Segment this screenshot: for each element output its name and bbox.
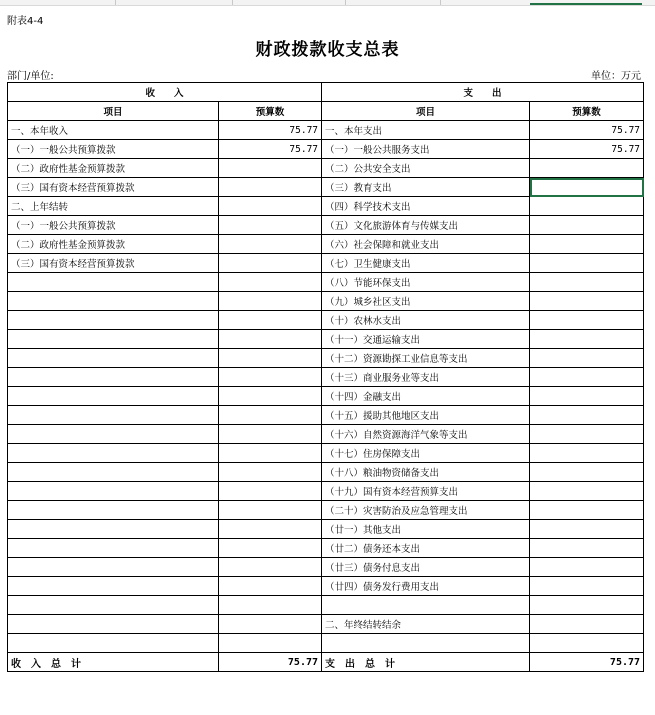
income-item-cell[interactable]: 二、上年结转: [8, 197, 219, 216]
table-row: [8, 330, 644, 349]
expense-item-cell[interactable]: （廿二）债务还本支出: [322, 539, 530, 558]
income-value-cell[interactable]: [219, 482, 322, 501]
income-value-cell[interactable]: [219, 634, 322, 653]
income-value-cell[interactable]: [219, 368, 322, 387]
expense-item-cell[interactable]: （十四）金融支出: [322, 387, 530, 406]
income-value-cell[interactable]: [219, 349, 322, 368]
table-row: [8, 501, 644, 520]
expense-value-cell[interactable]: [530, 425, 644, 444]
income-value-cell[interactable]: [219, 292, 322, 311]
income-item-cell[interactable]: [8, 349, 219, 368]
expense-item-cell[interactable]: （十五）援助其他地区支出: [322, 406, 530, 425]
income-item-cell[interactable]: [8, 292, 219, 311]
expense-header[interactable]: 支 出: [322, 83, 644, 102]
table-row: [8, 235, 644, 254]
income-value-cell[interactable]: [219, 615, 322, 634]
income-total-label[interactable]: 收 入 总 计: [8, 653, 219, 672]
table-row: [8, 368, 644, 387]
expense-item-cell[interactable]: （十七）住房保障支出: [322, 444, 530, 463]
income-item-cell[interactable]: [8, 425, 219, 444]
table-row: [8, 634, 644, 653]
table-row: [8, 482, 644, 501]
expense-item-cell[interactable]: 一、本年支出: [322, 121, 530, 140]
income-item-cell[interactable]: [8, 558, 219, 577]
expense-value-cell[interactable]: [530, 482, 644, 501]
expense-value-cell[interactable]: [530, 615, 644, 634]
income-item-cell[interactable]: [8, 596, 219, 615]
expense-col-budget[interactable]: 预算数: [530, 102, 644, 121]
table-row: [8, 178, 644, 197]
income-value-cell[interactable]: [219, 159, 322, 178]
income-value-cell[interactable]: [219, 311, 322, 330]
income-item-cell[interactable]: （二）政府性基金预算拨款: [8, 159, 219, 178]
income-value-cell[interactable]: 75.77: [219, 121, 322, 140]
income-item-cell[interactable]: [8, 463, 219, 482]
expense-value-cell[interactable]: [530, 558, 644, 577]
expense-item-cell[interactable]: （三）教育支出: [322, 178, 530, 197]
table-row: [8, 558, 644, 577]
table-row: [8, 292, 644, 311]
income-item-cell[interactable]: [8, 615, 219, 634]
expense-value-cell[interactable]: [530, 159, 644, 178]
expense-value-cell[interactable]: [530, 444, 644, 463]
expense-value-cell[interactable]: [530, 634, 644, 653]
expense-item-cell[interactable]: （九）城乡社区支出: [322, 292, 530, 311]
income-value-cell[interactable]: [219, 463, 322, 482]
budget-table: [7, 82, 644, 672]
income-value-cell[interactable]: [219, 501, 322, 520]
income-value-cell[interactable]: [219, 235, 322, 254]
expense-value-cell[interactable]: [530, 577, 644, 596]
expense-item-cell[interactable]: （十六）自然资源海洋气象等支出: [322, 425, 530, 444]
expense-value-cell[interactable]: [530, 463, 644, 482]
expense-total-label[interactable]: 支 出 总 计: [322, 653, 530, 672]
income-value-cell[interactable]: [219, 520, 322, 539]
income-item-cell[interactable]: [8, 444, 219, 463]
expense-total-value[interactable]: 75.77: [530, 653, 644, 672]
expense-item-cell[interactable]: （七）卫生健康支出: [322, 254, 530, 273]
expense-item-cell[interactable]: [322, 634, 530, 653]
income-item-cell[interactable]: 一、本年收入: [8, 121, 219, 140]
table-row: [8, 425, 644, 444]
income-value-cell[interactable]: 75.77: [219, 140, 322, 159]
expense-item-cell[interactable]: （五）文化旅游体育与传媒支出: [322, 216, 530, 235]
income-value-cell[interactable]: [219, 254, 322, 273]
table-row: [8, 216, 644, 235]
expense-value-cell[interactable]: [530, 254, 644, 273]
expense-col-item[interactable]: 项目: [322, 102, 530, 121]
income-item-cell[interactable]: [8, 634, 219, 653]
income-value-cell[interactable]: [219, 425, 322, 444]
income-value-cell[interactable]: [219, 178, 322, 197]
expense-value-cell[interactable]: [530, 273, 644, 292]
active-sheet-tab[interactable]: [530, 0, 642, 5]
appendix-note: 附表4-4: [7, 16, 44, 27]
table-row: [8, 596, 644, 615]
table-row: [8, 311, 644, 330]
expense-item-cell[interactable]: （二十）灾害防治及应急管理支出: [322, 501, 530, 520]
table-row: [8, 463, 644, 482]
income-item-cell[interactable]: [8, 368, 219, 387]
income-item-cell[interactable]: [8, 520, 219, 539]
expense-value-cell[interactable]: [530, 197, 644, 216]
expense-value-cell[interactable]: [530, 501, 644, 520]
total-row: [8, 653, 644, 672]
table-row: [8, 140, 644, 159]
expense-value-cell[interactable]: [530, 406, 644, 425]
table-row: [8, 273, 644, 292]
income-item-cell[interactable]: （一）一般公共预算拨款: [8, 216, 219, 235]
expense-item-cell[interactable]: （八）节能环保支出: [322, 273, 530, 292]
expense-value-cell[interactable]: 75.77: [530, 121, 644, 140]
income-value-cell[interactable]: [219, 596, 322, 615]
expense-value-cell[interactable]: [530, 216, 644, 235]
tab-divider: [232, 0, 233, 5]
expense-item-cell[interactable]: （廿四）债务发行费用支出: [322, 577, 530, 596]
expense-value-cell[interactable]: [530, 292, 644, 311]
expense-item-cell[interactable]: [322, 596, 530, 615]
income-item-cell[interactable]: [8, 387, 219, 406]
table-row: [8, 406, 644, 425]
table-row: [8, 254, 644, 273]
expense-value-cell[interactable]: 75.77: [530, 140, 644, 159]
tab-divider: [345, 0, 346, 5]
income-value-cell[interactable]: [219, 577, 322, 596]
income-item-cell[interactable]: （二）政府性基金预算拨款: [8, 235, 219, 254]
expense-value-cell[interactable]: [530, 596, 644, 615]
income-header[interactable]: 收 入: [8, 83, 322, 102]
expense-value-cell[interactable]: [530, 539, 644, 558]
income-value-cell[interactable]: [219, 444, 322, 463]
table-row: [8, 121, 644, 140]
sheet-tab-strip: [0, 0, 655, 6]
expense-item-cell[interactable]: （四）科学技术支出: [322, 197, 530, 216]
page-title: 财政拨款收支总表: [255, 40, 400, 60]
unit-label: 单位：万元: [591, 71, 641, 82]
income-value-cell[interactable]: [219, 330, 322, 349]
table-row: [8, 539, 644, 558]
income-item-cell[interactable]: [8, 482, 219, 501]
expense-item-cell[interactable]: （六）社会保障和就业支出: [322, 235, 530, 254]
expense-value-cell[interactable]: [530, 368, 644, 387]
income-value-cell[interactable]: [219, 558, 322, 577]
income-item-cell[interactable]: [8, 330, 219, 349]
expense-item-cell[interactable]: （十）农林水支出: [322, 311, 530, 330]
expense-value-cell[interactable]: [530, 387, 644, 406]
income-item-cell[interactable]: （三）国有资本经营预算拨款: [8, 254, 219, 273]
table-row: [8, 159, 644, 178]
department-label: 部门/单位:: [7, 71, 54, 82]
table-row: [8, 349, 644, 368]
table-row: [8, 615, 644, 634]
income-col-budget[interactable]: 预算数: [219, 102, 322, 121]
expense-item-cell[interactable]: （廿三）债务付息支出: [322, 558, 530, 577]
expense-value-cell[interactable]: [530, 330, 644, 349]
table-row: [8, 387, 644, 406]
table-row: [8, 197, 644, 216]
expense-item-cell[interactable]: （十九）国有资本经营预算支出: [322, 482, 530, 501]
income-value-cell[interactable]: [219, 387, 322, 406]
expense-item-cell[interactable]: （十三）商业服务业等支出: [322, 368, 530, 387]
expense-item-cell[interactable]: （二）公共安全支出: [322, 159, 530, 178]
income-col-item[interactable]: 项目: [8, 102, 219, 121]
expense-value-cell[interactable]: [530, 311, 644, 330]
expense-value-cell[interactable]: [530, 349, 644, 368]
expense-item-cell[interactable]: 二、年终结转结余: [322, 615, 530, 634]
expense-item-cell[interactable]: （十八）粮油物资储备支出: [322, 463, 530, 482]
expense-value-cell[interactable]: [530, 178, 644, 197]
income-item-cell[interactable]: [8, 539, 219, 558]
income-value-cell[interactable]: [219, 406, 322, 425]
table-row: [8, 444, 644, 463]
expense-item-cell[interactable]: （十一）交通运输支出: [322, 330, 530, 349]
income-value-cell[interactable]: [219, 273, 322, 292]
expense-value-cell[interactable]: [530, 520, 644, 539]
income-item-cell[interactable]: （一）一般公共预算拨款: [8, 140, 219, 159]
table-row: [8, 577, 644, 596]
expense-item-cell[interactable]: （十二）资源勘探工业信息等支出: [322, 349, 530, 368]
expense-item-cell[interactable]: （一）一般公共服务支出: [322, 140, 530, 159]
tab-divider: [440, 0, 441, 5]
income-item-cell[interactable]: [8, 501, 219, 520]
expense-value-cell[interactable]: [530, 235, 644, 254]
income-value-cell[interactable]: [219, 216, 322, 235]
income-value-cell[interactable]: [219, 197, 322, 216]
table-row: [8, 520, 644, 539]
income-value-cell[interactable]: [219, 539, 322, 558]
income-item-cell[interactable]: （三）国有资本经营预算拨款: [8, 178, 219, 197]
tab-divider: [115, 0, 116, 5]
expense-item-cell[interactable]: （廿一）其他支出: [322, 520, 530, 539]
income-item-cell[interactable]: [8, 577, 219, 596]
income-item-cell[interactable]: [8, 273, 219, 292]
income-total-value[interactable]: 75.77: [219, 653, 322, 672]
income-item-cell[interactable]: [8, 311, 219, 330]
income-item-cell[interactable]: [8, 406, 219, 425]
